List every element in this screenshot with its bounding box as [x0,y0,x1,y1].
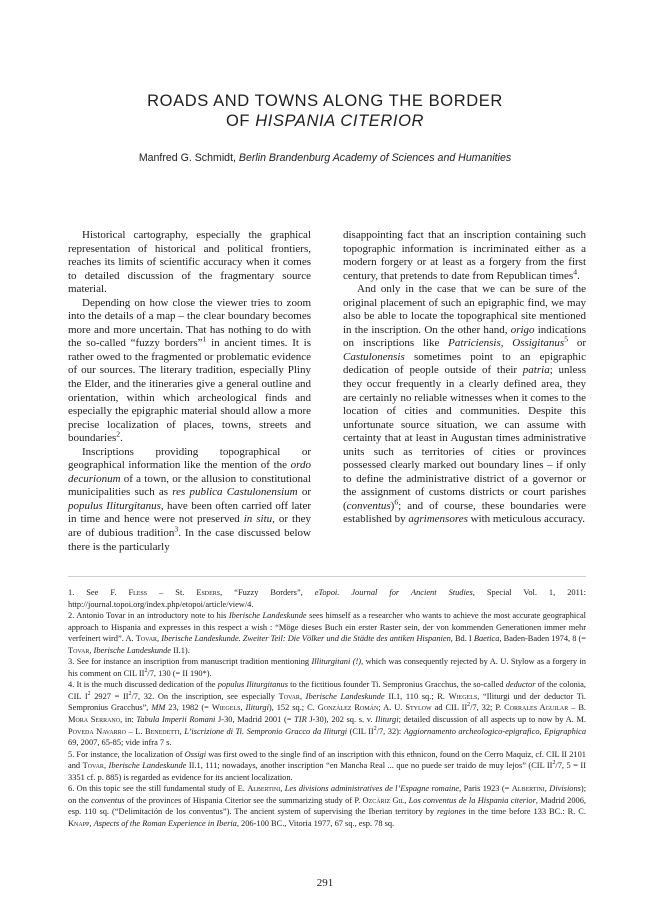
left-paragraph-2 [68,297,311,446]
text-run: /7, 5 = II 3351 cf. p. 885) is regarded as evidence for its ancient localization. [68,761,586,782]
author-surname: Wiegels [211,703,241,713]
italic-title: Iliturgi [245,703,269,713]
left-column [68,229,311,554]
author-surname: González Román [317,703,379,713]
footnote-1 [68,587,586,610]
superscript: 2 [144,668,148,675]
text-run: 5. For instance, the localization of [68,749,185,759]
text-run: – B. [568,703,587,713]
italic-title: Ossigi [184,749,207,759]
text-run: Inscriptions providing topographical or geographical information like the mention of the [68,445,311,472]
text-run: in ancient times. It is rather owed to the fragmented or problematic evidence of our sources. The literary tradition, especially Pliny the Elder, and the itineraries give a general outline and orientation, within which archeological finds and especially the epigraphic material should allow a more precise localization of places, towns, streets and boundaries [68,337,311,445]
superscript: 2 [128,691,132,698]
text-run: , “Iliturgi und der deductor Ti. Sempronius Gracchus”, [68,691,586,713]
text-run: 23, 1982 (= [165,703,212,713]
italic-title: populus Iliturgitanus [217,680,288,690]
text-run: II.1, 111; nowadays, another inscription “en Mancha Real ... que no puede ser traido de muy lejos” (CIL II [186,761,553,771]
text-run: . [577,269,580,282]
text-run: (CIL II [347,726,374,736]
italic-title: Epigraphica [544,726,587,736]
text-run: ad CIL II [431,703,468,713]
text-run: , Bd. I [450,634,474,644]
author-surname: Knapp [68,818,90,828]
text-run: , [299,691,306,701]
italic-term: in situ [243,513,273,526]
text-run: , [89,818,94,828]
italic-title: Iberische Landeskunde [108,761,187,771]
text-run: 3. See for instance an inscription from manuscript tradition mentioning [68,657,312,667]
text-run: sees himself as a researcher who wants to achieve the most accurate geographical approach to Hispania and expresses in this respect a wish : “Möge dieses Buch ein erster Raster sein, der von kommenden Generationen immer mehr verfeinert wird”. A. [68,611,586,644]
text-run: /7, 32. On the inscription, see especially [131,691,279,701]
italic-title: Iberische Landeskunde [305,691,385,701]
footnote-ref-1[interactable]: 1 [202,334,207,344]
italic-term: patria [522,364,550,377]
text-run: ; detailed discussion of all aspects up to now by A. M. [398,715,587,725]
author-surname: Tovar [82,761,104,771]
text-run: was first owed to the single find of an inscription with this ethnicon, found on the Cerro Maquiz, cf. CIL II 2101 and [68,749,586,771]
italic-title: Illiturgitani (!) [311,657,362,667]
footnote-divider [68,576,586,577]
italic-title: Iberische Landeskunde [93,645,171,655]
text-run: ), 152 sq.; C. [268,703,318,713]
italic-title: Les divisions administratives de l’Espagne romaine [284,784,460,794]
footnote-ref-3[interactable]: 3 [174,524,179,534]
italic-title: Aspects of the Roman Experience in Iberia [93,818,237,828]
italic-title: MM [151,703,166,713]
text-run: , “Fuzzy Borders”, [220,588,315,597]
footnote-ref-5[interactable]: 5 [564,334,569,344]
text-run: , Madrid 2006, esp. 110 sq. (“Delimitación de los conventus”). The ancient system of supervising the Iberian territory by [68,795,586,817]
text-run: , Paris 1923 (= [459,784,512,794]
italic-title: Aggiornamento archeologico-epigrafico [403,726,540,736]
footnote-4 [68,679,586,748]
text-run: , [240,703,246,713]
title-line-1: ROADS AND TOWNS ALONG THE BORDER [147,92,503,110]
text-run: And only in the case that we can be sure of the original placement of such an epigraphic find, we may also be able to locate the topographical site mentioned in the inscription. On the other hand, [343,283,586,336]
text-run: /7, 32; P. [470,703,505,713]
text-run: , in: [120,715,137,725]
footnotes [68,587,586,829]
italic-title: Tabula Imperii Romani [136,715,216,725]
text-run: , [539,726,545,736]
text-run: of the provinces of Hispania Citerior see the summarizing study of P. [124,795,363,805]
italic-title: Iberische Landeskunde. Zweiter Teil: Die Völker und die Städte des antiken Hispanien [161,634,451,644]
text-run: II.1). [170,645,190,655]
superscript: 2 [552,760,556,767]
text-run: , Baden-Baden 1974, 8 (= [499,634,587,644]
superscript: 2 [373,725,377,732]
footnote-ref-2[interactable]: 2 [116,429,121,439]
italic-term: origo [510,323,535,336]
article-title [0,91,650,131]
text-run: or [568,337,587,350]
italic-title: TIR [294,715,307,725]
text-run: 1. See F. [68,588,129,597]
text-run: , Special Vol. 1, 2011: http://journal.topoi.org/index.php/etopoi/article/view/4. [68,588,586,609]
text-run: , which was consequently rejected by A. U. Stylow as a forgery in his comment on CIL II [68,657,586,678]
superscript: 2 [87,691,91,698]
text-run: . [120,432,123,445]
author-surname: Wiegels [448,691,478,701]
text-run: /7, 130 (= II 190*). [147,668,212,678]
text-run: , [89,645,94,655]
text-run: in the time before 133 BC.: R. C. [465,807,586,817]
italic-title: deductor [505,680,536,690]
italic-term: ordo decurionum [68,459,311,485]
text-run: disappointing fact that an inscription containing such topographic information is incriminated either as a modern forgery or at least as a forgery from the first century, that pretends to date from Republican times [343,229,586,282]
footnote-ref-4[interactable]: 4 [573,266,578,276]
superscript: 2 [467,702,471,709]
footnote-3 [68,656,586,679]
author-surname: Albertini [511,784,545,794]
text-run: of the colonia, CIL I [68,680,586,701]
author-surname: Corrales Aguilar [504,703,569,713]
text-run: sometimes point to an epigraphic dedication of people outside of their [343,350,586,377]
text-run: or [297,486,311,499]
author-surname: Tovar [135,634,158,644]
italic-title: eTopoi. Journal for Ancient Studies [314,588,473,597]
text-run: 2927 = II [90,691,129,701]
author-line [0,152,650,164]
text-run: , or they are of dubious tradition [68,513,311,540]
text-run: to the fictitious founder Ti. Sempronius Gracchus, the so-called [287,680,506,690]
title-line-2-italic: HISPANIA CITERIOR [255,112,425,130]
italic-title: Baetica [473,634,500,644]
footnote-ref-6[interactable]: 6 [394,497,399,507]
text-run: 4. It is the much discussed dedication of the [68,680,218,690]
text-run: 69, 2007, 65-85; vide infra 7 s. [68,738,172,748]
italic-title: Divisions [549,784,581,794]
author-surname: Tovar [68,645,90,655]
text-run: ; and of course, these boundaries were established by [343,499,586,526]
italic-title: Iberische Landeskunde [228,611,307,621]
title-line-2-prefix: OF [225,112,256,130]
text-run: , [103,761,109,771]
author-surname: Mora Serrano [68,715,121,725]
text-run: of a town, or the allusion to constitutional municipalities such as [68,472,311,499]
italic-term: Castulonensis [343,350,405,363]
text-run: ; unless they occur frequently in a clearly defined area, they are certainly no reliable witnesses when it comes to the location of cities and communities. Despite this unfortunate source situation, we can assume with certainty that at least in Augustan times administrative units such as territories of cities or provinces possessed clearly marked out boundary lines – if only to define the administrative district of a governor or the assignment of customs districts or court parishes ( [343,364,586,512]
italic-term: res publica Castulonensium [172,486,298,499]
footnote-6 [68,783,586,829]
text-run: , have been often carried off later in time and hence were not preserved [68,499,312,526]
text-run: ) [390,499,395,512]
italic-term: populus Iliturgitanus [68,499,161,512]
author-surname: Fless [128,588,148,597]
text-run: – St. [147,588,197,597]
author-name: Manfred G. Schmidt, [138,152,239,164]
text-run: ; A. U. [378,703,406,713]
footnote-5 [68,749,586,784]
text-run: indications on inscriptions like [343,323,586,350]
title-line-2 [0,111,650,131]
text-run: , [404,795,409,805]
text-run: , 206-100 BC., Vitoria 1977, 67 sq., esp. 78 sq. [236,818,395,828]
italic-title: regiones [437,807,466,817]
italic-title: Los conventus de la Hispania citerior [408,795,536,805]
author-surname: Albertini [247,784,281,794]
italic-title: L’iscrizione di Ti. Sempronio Gracco da Iliturgi [184,726,348,736]
footnote-2 [68,610,586,656]
right-column [343,229,586,527]
text-run: II.1, 110 sq.; R. [384,691,449,701]
text-run: – L. [126,726,146,736]
text-run: , [157,634,162,644]
text-run: 2. Antonio Tovar in an introductory note to his [68,611,229,621]
author-surname: Benedetti [145,726,180,736]
text-run: J-30, Madrid 2001 (= [215,715,295,725]
italic-title: conventus [91,795,125,805]
text-run: , [179,726,185,736]
author-surname: Tovar [278,691,300,701]
text-run: , [544,784,550,794]
author-surname: Stylow [405,703,432,713]
text-run: Depending on how close the viewer tries to zoom into the details of a map – the clear boundary becomes more and more uncertain. That has nothing to do with the so-called “fuzzy borders” [68,296,311,350]
left-paragraph-1: Historical cartography, especially the graphical representation of historical and political frontiers, reaches its limits of scientific accuracy when it comes to detailed discussion of the fragmentary source material. [68,229,311,296]
page-number: 291 [316,877,334,889]
author-surname: Poveda Navarro [68,726,127,736]
italic-title: Iliturgi [375,715,399,725]
text-run: with meticulous accuracy. [467,513,586,526]
text-run: 6. On this topic see the still fundamental study of E. [68,784,248,794]
text-run: ); on the [68,784,587,805]
text-run: J-30), 202 sq. s. v. [306,715,376,725]
text-run: . In the case discussed below there is the particularly [68,527,311,553]
italic-term: conventus [346,499,391,512]
author-surname: Ozcáriz Gil [362,795,405,805]
author-surname: Esders [196,588,221,597]
italic-term: agrimensores [408,513,468,526]
italic-term: Patriciensis, Ossigitanus [448,337,565,350]
right-paragraph-2 [343,283,586,527]
right-paragraph-1 [343,229,586,283]
text-run: /7, 32): [376,726,404,736]
author-affiliation: Berlin Brandenburg Academy of Sciences and Humanities [238,152,512,164]
text-run: , [280,784,285,794]
left-paragraph-3 [68,446,311,554]
